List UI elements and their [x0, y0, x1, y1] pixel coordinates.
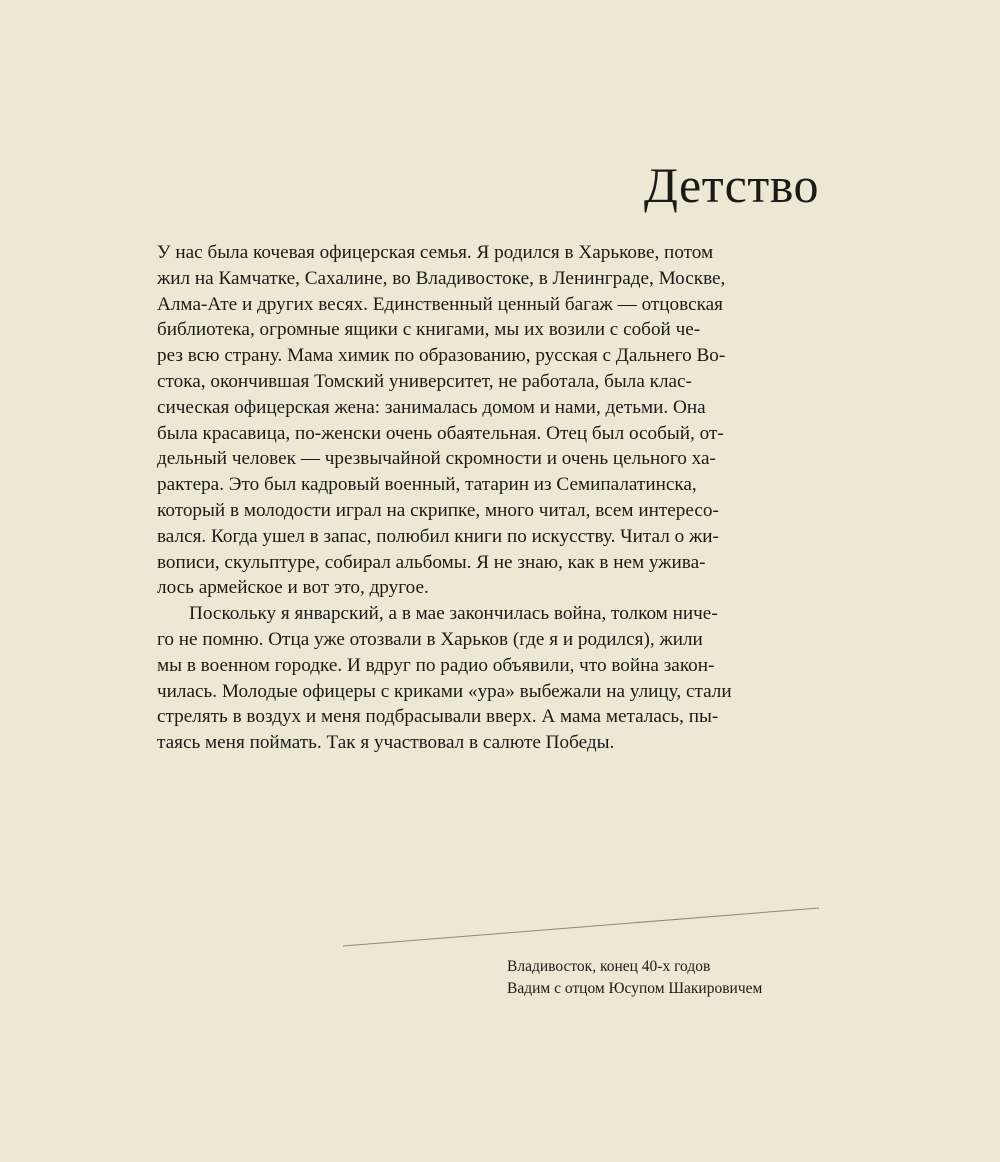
page-title: Детство: [643, 157, 819, 213]
body-line: Алма-Ате и других весях. Единственный ценный багаж — отцовская: [157, 293, 723, 315]
caption-line-place-date: Владивосток, конец 40-х годов: [507, 958, 711, 975]
body-line: вописи, скульптуре, собирал альбомы. Я не знаю, как в нем ужива-: [157, 551, 706, 573]
body-line: го не помню. Отца уже отозвали в Харьков (где я и родился), жили: [157, 628, 703, 650]
body-line: стока, окончившая Томский университет, не работала, была клас-: [157, 370, 692, 392]
body-line: чилась. Молодые офицеры с криками «ура» выбежали на улицу, стали: [157, 680, 732, 702]
body-line: который в молодости играл на скрипке, много читал, всем интересо-: [157, 499, 719, 521]
body-line: лось армейское и вот это, другое.: [157, 577, 429, 599]
body-line: дельный человек — чрезвычайной скромности и очень цельного ха-: [157, 448, 716, 470]
body-line-paragraph-start: Поскольку я январский, а в мае закончилась война, толком ниче-: [189, 603, 718, 625]
photo-caption: [507, 956, 762, 1000]
body-line: сическая офицерская жена: занималась домом и нами, детьми. Она: [157, 396, 706, 418]
body-line: была красавица, по-женски очень обаятельная. Отец был особый, от-: [157, 422, 724, 444]
body-line: вался. Когда ушел в запас, полюбил книги по искусству. Читал о жи-: [157, 525, 719, 547]
body-line: У нас была кочевая офицерская семья. Я родился в Харькове, потом: [157, 242, 714, 263]
body-line: стрелять в воздух и меня подбрасывали вверх. А мама металась, пы-: [157, 706, 719, 728]
body-line: рез всю страну. Мама химик по образованию, русская с Дальнего Во-: [157, 345, 726, 367]
caption-line-people: Вадим с отцом Юсупом Шакировичем: [507, 980, 763, 997]
body-line: рактера. Это был кадровый военный, татарин из Семипалатинска,: [157, 474, 697, 496]
body-line: жил на Камчатке, Сахалине, во Владивостоке, в Ленинграде, Москве,: [157, 267, 726, 289]
body-line: мы в военном городке. И вдруг по радио объявили, что война закон-: [157, 654, 715, 676]
body-line: библиотека, огромные ящики с книгами, мы их возили с собой че-: [157, 319, 701, 341]
body-line: таясь меня поймать. Так я участвовал в салюте Победы.: [157, 732, 615, 754]
